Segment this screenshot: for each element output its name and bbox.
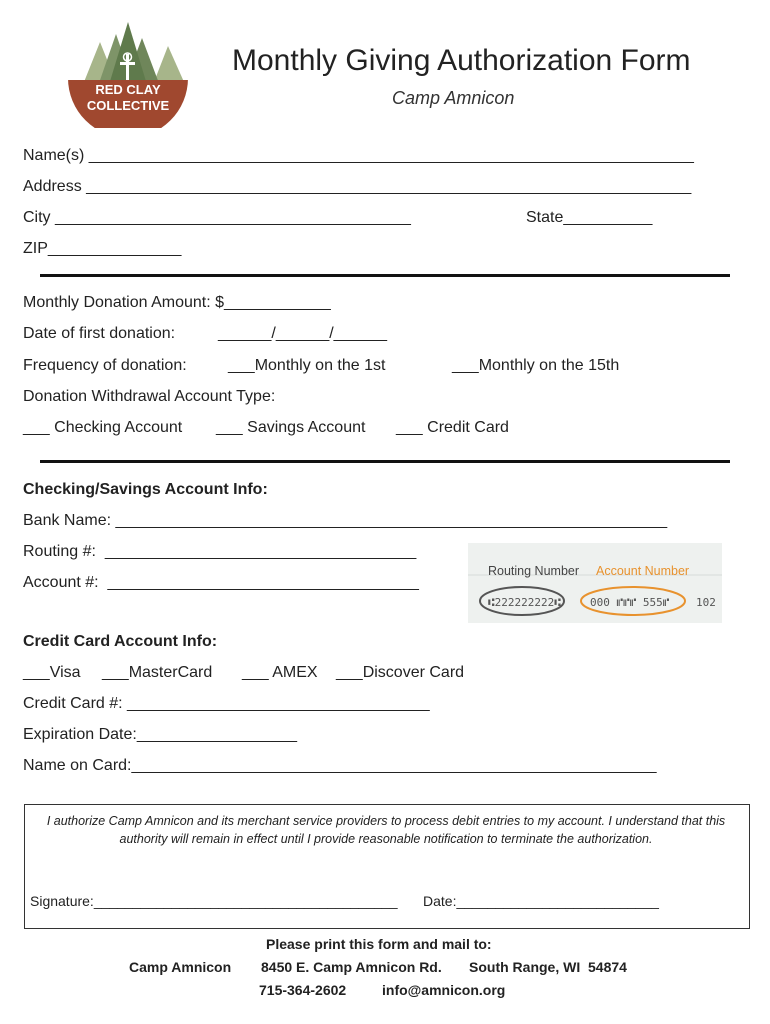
expiration-date-field[interactable]: Expiration Date:__________________ xyxy=(23,726,298,743)
routing-number-label: Routing Number xyxy=(488,564,580,578)
credit-card-number-field[interactable]: Credit Card #: __________________________________ xyxy=(23,695,430,712)
names-field[interactable]: Name(s) ____________________________________________________________________ xyxy=(23,147,694,164)
red-clay-collective-logo xyxy=(64,20,192,128)
city-field[interactable]: City ________________________________________ xyxy=(23,209,411,226)
form-subtitle: Camp Amnicon xyxy=(392,88,515,108)
account-number-label: Account Number xyxy=(596,564,690,578)
footer-street: 8450 E. Camp Amnicon Rd. xyxy=(261,959,442,975)
address-field[interactable]: Address ____________________________________________________________________ xyxy=(23,178,692,195)
state-field[interactable]: State__________ xyxy=(526,209,653,226)
authorization-text: I authorize Camp Amnicon and its merchant service providers to process debit entries to my account. I understand that this authority will remain in effect until I provide reasonable notification to terminate the authorization. xyxy=(46,814,726,846)
discover-option[interactable]: ___Discover Card xyxy=(336,664,465,681)
frequency-label: Frequency of donation: xyxy=(23,357,187,374)
account-digits: 000 ⑈⑈⑈ 555⑈ xyxy=(590,596,670,609)
divider-2 xyxy=(40,460,730,463)
bank-info-heading: Checking/Savings Account Info: xyxy=(23,481,268,498)
frequency-15th-option[interactable]: ___Monthly on the 15th xyxy=(452,357,620,374)
routing-digits: ⑆222222222⑆ xyxy=(488,596,561,609)
first-donation-date-field[interactable]: ______/______/______ xyxy=(218,325,388,342)
credit-card-option[interactable]: ___ Credit Card xyxy=(396,419,509,436)
frequency-1st-option[interactable]: ___Monthly on the 1st xyxy=(228,357,386,374)
logo-line-1: RED CLAY xyxy=(95,82,161,97)
mail-instruction: Please print this form and mail to: xyxy=(266,936,492,952)
checking-account-option[interactable]: ___ Checking Account xyxy=(23,419,183,436)
account-number-field[interactable]: Account #: ___________________________________ xyxy=(23,574,419,591)
visa-option[interactable]: ___Visa xyxy=(23,664,81,681)
amex-option[interactable]: ___ AMEX xyxy=(242,664,318,681)
check-number: 102 xyxy=(696,596,716,609)
footer-email[interactable]: info@amnicon.org xyxy=(382,982,506,998)
credit-card-heading: Credit Card Account Info: xyxy=(23,633,218,650)
account-type-label: Donation Withdrawal Account Type: xyxy=(23,388,276,405)
savings-account-option[interactable]: ___ Savings Account xyxy=(216,419,366,436)
mastercard-option[interactable]: ___MasterCard xyxy=(102,664,213,681)
name-on-card-field[interactable]: Name on Card:___________________________________________________________ xyxy=(23,757,657,774)
zip-field[interactable]: ZIP_______________ xyxy=(23,240,182,257)
footer-phone: 715-364-2602 xyxy=(259,982,347,998)
divider-1 xyxy=(40,274,730,277)
form-title: Monthly Giving Authorization Form xyxy=(232,44,691,77)
bank-name-field[interactable]: Bank Name: ______________________________________________________________ xyxy=(23,512,668,529)
signature-field[interactable]: Signature:_______________________________________ xyxy=(30,893,398,909)
footer-org: Camp Amnicon xyxy=(129,959,232,975)
footer-city: South Range, WI 54874 xyxy=(469,959,627,975)
donation-amount-field[interactable]: Monthly Donation Amount: $____________ xyxy=(23,294,331,311)
sample-check-image xyxy=(468,543,722,623)
routing-number-field[interactable]: Routing #: ___________________________________ xyxy=(23,543,417,560)
signature-date-field[interactable]: Date:__________________________ xyxy=(423,893,659,909)
first-donation-label: Date of first donation: xyxy=(23,325,176,342)
logo-line-2: COLLECTIVE xyxy=(86,98,170,113)
